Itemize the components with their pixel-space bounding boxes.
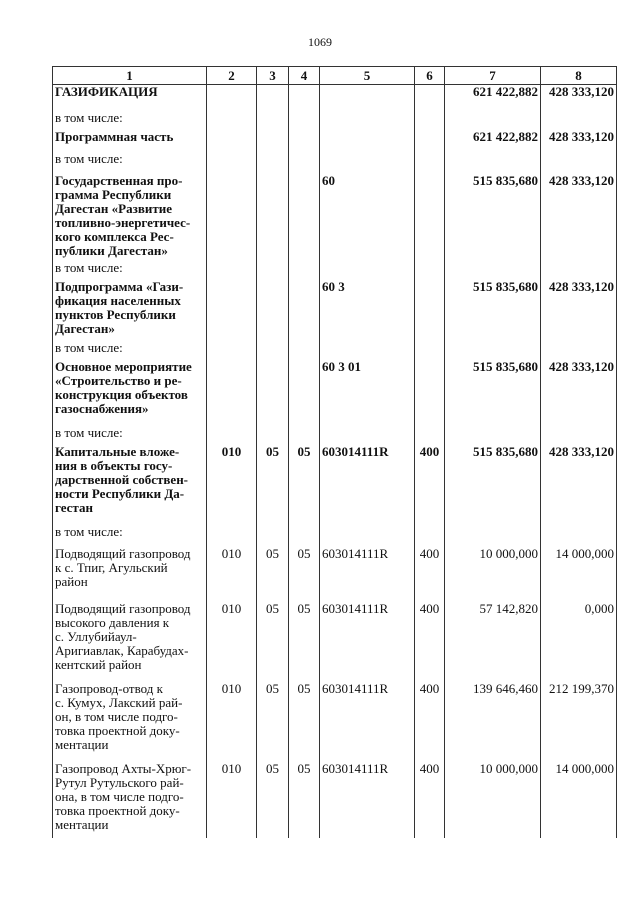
amount-col-7 [445,261,541,280]
amount-col-7 [445,111,541,130]
row-name-line: товка проектной доку- [55,722,180,738]
table-row [53,261,617,280]
row-name-line: Рутул Рутульского рай- [55,774,184,790]
amount-col-8: 428 333,120 [541,130,617,152]
target-article-code: 60 [320,174,415,261]
table-row [53,280,617,341]
row-name-line: Газопровод-отвод к [55,680,163,696]
row-name-line: дарственной собствен- [55,471,189,487]
amount-col-7: 515 835,680 [445,360,541,426]
subsection-code-2 [289,360,320,426]
row-name-line: кого комплекса Рес- [55,228,174,244]
target-article-code: 60 3 [320,280,415,341]
row-name-line: топливно-энергетичес- [55,214,191,230]
row-name-line: Аригиавлак, Карабудах- [55,642,189,658]
column-header: 2 [207,67,257,85]
table-row [53,547,617,602]
row-name [53,547,207,602]
column-header: 1 [53,67,207,85]
target-article-code [320,341,415,360]
row-name-line: публики Дагестан» [55,242,168,258]
row-name-line: к с. Тпиг, Агульский [55,559,168,575]
expense-type-code [415,130,445,152]
amount-col-7 [445,152,541,174]
amount-col-7: 515 835,680 [445,280,541,341]
row-name [53,426,207,445]
row-name-line: ния в объекты госу- [55,457,173,473]
section-code [207,280,257,341]
expense-type-code: 400 [415,762,445,838]
expense-type-code: 400 [415,445,445,525]
row-name-line: она, в том числе подго- [55,788,184,804]
row-name [53,261,207,280]
row-name-line: Государственная про- [55,172,183,188]
row-name-line: с. Уллубийаул- [55,628,137,644]
row-name-line: кентский район [55,656,142,672]
subsection-code-2 [289,341,320,360]
target-article-code [320,152,415,174]
table-row [53,341,617,360]
subsection-code: 05 [257,762,289,838]
expense-type-code [415,360,445,426]
subsection-code-2 [289,174,320,261]
subsection-code [257,111,289,130]
row-name-line: пунктов Республики [55,306,176,322]
expense-type-code: 400 [415,682,445,762]
row-name-line: Капитальные вложе- [55,443,180,459]
subsection-code-2 [289,525,320,547]
amount-col-8 [541,152,617,174]
subsection-code-2: 05 [289,602,320,682]
table-header-row [53,67,617,85]
amount-col-8: 212 199,370 [541,682,617,762]
table-row [53,762,617,838]
row-name-line: район [55,573,88,589]
section-code [207,261,257,280]
row-name-line: фикация населенных [55,292,181,308]
section-code: 010 [207,602,257,682]
page-number: 1069 [308,35,332,49]
amount-col-8: 428 333,120 [541,280,617,341]
amount-col-7: 515 835,680 [445,445,541,525]
subsection-code-2 [289,152,320,174]
amount-col-7: 139 646,460 [445,682,541,762]
subsection-code [257,152,289,174]
section-code [207,174,257,261]
row-name-line: конструкция объектов [55,386,188,402]
row-name [53,525,207,547]
subsection-code-2: 05 [289,445,320,525]
target-article-code: 603014111R [320,547,415,602]
row-name [53,682,207,762]
row-name-line: ности Республики Да- [55,485,185,501]
table-row [53,85,617,111]
row-name [53,280,207,341]
table-row [53,130,617,152]
amount-col-8 [541,111,617,130]
target-article-code: 603014111R [320,762,415,838]
subsection-code-2 [289,130,320,152]
row-name-line: в том числе: [55,109,123,125]
row-name-line: ментации [55,736,109,752]
subsection-code-2 [289,261,320,280]
amount-col-8 [541,341,617,360]
amount-col-8 [541,426,617,445]
section-code [207,85,257,111]
amount-col-7: 621 422,882 [445,85,541,111]
table-row [53,682,617,762]
row-name-line: ментации [55,816,109,832]
target-article-code [320,426,415,445]
expense-type-code [415,525,445,547]
row-name-line: Подводящий газопровод [55,545,191,561]
row-name-line: газоснабжения» [55,400,149,416]
expense-type-code [415,85,445,111]
column-header: 4 [289,67,320,85]
row-name-line: Дагестан» [55,320,115,336]
row-name-line: Подпрограмма «Гази- [55,278,184,294]
amount-col-7: 57 142,820 [445,602,541,682]
amount-col-7 [445,341,541,360]
subsection-code-2 [289,111,320,130]
table-row [53,152,617,174]
target-article-code: 603014111R [320,602,415,682]
row-name-line: Программная часть [55,128,174,144]
amount-col-7: 10 000,000 [445,547,541,602]
subsection-code [257,130,289,152]
row-name-line: гестан [55,499,93,515]
expense-type-code: 400 [415,602,445,682]
row-name-line: Подводящий газопровод [55,600,191,616]
target-article-code [320,130,415,152]
row-name-line: Газопровод Ахты-Хрюг- [55,760,192,776]
column-header: 5 [320,67,415,85]
section-code [207,426,257,445]
budget-table [52,66,617,838]
amount-col-7: 10 000,000 [445,762,541,838]
row-name [53,762,207,838]
expense-type-code [415,280,445,341]
row-name-line: грамма Республики [55,186,172,202]
subsection-code [257,85,289,111]
subsection-code [257,280,289,341]
table-row [53,174,617,261]
subsection-code [257,360,289,426]
section-code [207,130,257,152]
table-row [53,525,617,547]
amount-col-8: 0,000 [541,602,617,682]
row-name-line: «Строительство и ре- [55,372,182,388]
amount-col-7 [445,426,541,445]
target-article-code [320,261,415,280]
column-header: 6 [415,67,445,85]
section-code [207,341,257,360]
row-name-line: в том числе: [55,259,123,275]
row-name [53,445,207,525]
amount-col-7: 515 835,680 [445,174,541,261]
amount-col-8: 428 333,120 [541,85,617,111]
subsection-code-2: 05 [289,682,320,762]
section-code [207,525,257,547]
row-name [53,341,207,360]
section-code [207,360,257,426]
expense-type-code: 400 [415,547,445,602]
row-name-line: товка проектной доку- [55,802,180,818]
subsection-code: 05 [257,602,289,682]
subsection-code [257,426,289,445]
amount-col-7: 621 422,882 [445,130,541,152]
row-name-line: Дагестан «Развитие [55,200,172,216]
table-row [53,426,617,445]
amount-col-8: 428 333,120 [541,445,617,525]
row-name [53,130,207,152]
table-row [53,445,617,525]
amount-col-7 [445,525,541,547]
expense-type-code [415,174,445,261]
row-name-line: с. Кумух, Лакский рай- [55,694,183,710]
row-name-line: Основное мероприятие [55,358,192,374]
subsection-code-2 [289,85,320,111]
subsection-code-2: 05 [289,762,320,838]
target-article-code [320,111,415,130]
table-row [53,360,617,426]
target-article-code: 603014111R [320,682,415,762]
target-article-code [320,85,415,111]
amount-col-8 [541,525,617,547]
subsection-code-2 [289,426,320,445]
section-code [207,111,257,130]
row-name-line: ГАЗИФИКАЦИЯ [55,84,158,99]
expense-type-code [415,152,445,174]
table-row [53,602,617,682]
expense-type-code [415,111,445,130]
section-code: 010 [207,547,257,602]
expense-type-code [415,261,445,280]
subsection-code: 05 [257,547,289,602]
target-article-code: 603014111R [320,445,415,525]
table-body [53,85,617,838]
target-article-code: 60 3 01 [320,360,415,426]
expense-type-code [415,426,445,445]
row-name [53,85,207,111]
row-name [53,602,207,682]
row-name-line: в том числе: [55,523,123,539]
subsection-code [257,174,289,261]
subsection-code: 05 [257,682,289,762]
amount-col-8: 14 000,000 [541,762,617,838]
row-name-line: в том числе: [55,424,123,440]
section-code: 010 [207,445,257,525]
table-row [53,111,617,130]
row-name [53,360,207,426]
column-header: 7 [445,67,541,85]
amount-col-8: 428 333,120 [541,360,617,426]
row-name [53,152,207,174]
column-header: 3 [257,67,289,85]
amount-col-8: 14 000,000 [541,547,617,602]
subsection-code-2: 05 [289,547,320,602]
subsection-code [257,525,289,547]
subsection-code: 05 [257,445,289,525]
row-name-line: он, в том числе подго- [55,708,178,724]
subsection-code-2 [289,280,320,341]
section-code [207,152,257,174]
row-name-line: высокого давления к [55,614,170,630]
row-name [53,174,207,261]
section-code: 010 [207,682,257,762]
section-code: 010 [207,762,257,838]
row-name [53,111,207,130]
row-name-line: в том числе: [55,339,123,355]
amount-col-8: 428 333,120 [541,174,617,261]
amount-col-8 [541,261,617,280]
row-name-line: в том числе: [55,150,123,166]
subsection-code [257,341,289,360]
expense-type-code [415,341,445,360]
column-header: 8 [541,67,617,85]
target-article-code [320,525,415,547]
subsection-code [257,261,289,280]
